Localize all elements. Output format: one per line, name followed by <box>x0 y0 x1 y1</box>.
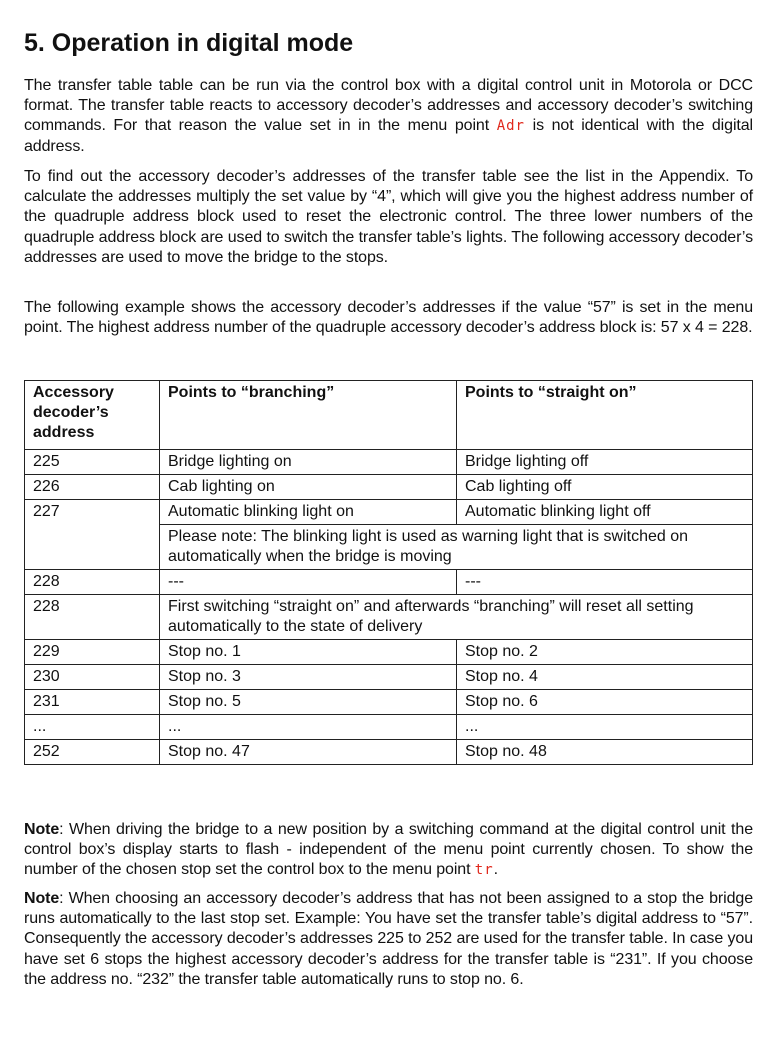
cell-straight: Stop no. 6 <box>457 690 753 715</box>
cell-branching: Stop no. 5 <box>160 690 457 715</box>
table-row <box>25 715 753 740</box>
address-paragraph: To find out the accessory decoder’s addresses of the transfer table see the list in the Appendix. To calculate the addresses multiply the set value by “4”, which will give you the highest address number of the quadruple address block used to reset the electronic control. The three lower numbers of the quadruple address block are used to switch the transfer table’s lights. The following accessory decoder’s addresses are used to move the bridge to the stops. <box>24 168 753 266</box>
lcd-tr-glyph: tr <box>474 862 494 879</box>
header-straight: Points to “straight on” <box>457 381 753 450</box>
intro-text-b: is not identical with the digital address. <box>24 117 753 155</box>
cell-straight: Stop no. 2 <box>457 640 753 665</box>
table-header-row <box>25 381 753 450</box>
table-row <box>25 690 753 715</box>
cell-straight: Cab lighting off <box>457 475 753 500</box>
table-row <box>25 595 753 640</box>
cell-branching: --- <box>160 570 457 595</box>
note-label: Note <box>24 821 60 838</box>
cell-branching: Bridge lighting on <box>160 450 457 475</box>
lcd-adr-glyph: Adr <box>496 118 525 135</box>
table-row <box>25 570 753 595</box>
note-unassigned-address <box>24 889 753 990</box>
note-text-a: : When driving the bridge to a new position by a switching command at the digital control unit the control box’s display starts to flash - independent of the menu point currently chosen. To show the number of the chosen stop set the control box to the menu point <box>24 821 753 879</box>
manual-page <box>24 24 753 988</box>
cell-address: 231 <box>25 690 160 715</box>
cell-branching: Stop no. 47 <box>160 740 457 765</box>
cell-reset-note: First switching “straight on” and afterwards “branching” will reset all setting automatically to the state of delivery <box>160 595 753 640</box>
table-row <box>25 500 753 525</box>
table-row <box>25 450 753 475</box>
note-text: : When choosing an accessory decoder’s address that has not been assigned to a stop the bridge runs automatically to the last stop set. Example: You have set the transfer table’s digital address to “57”. Consequently the accessory decoder’s addresses 225 to 252 are used for the transfer table. In case you have set 6 stops the highest accessory decoder’s address for the transfer table is “231”. If you choose the address no. “232” the transfer table automatically runs to stop no. 6. <box>24 890 753 988</box>
header-address: Accessory decoder’s address <box>25 381 160 450</box>
example-paragraph: The following example shows the accessory decoder’s addresses if the value “57” is set in the menu point. The highest address number of the quadruple accessory decoder’s address block is: 57 x 4 = 228. <box>24 299 753 337</box>
table-row <box>25 475 753 500</box>
intro-paragraph <box>24 76 753 157</box>
cell-address: 230 <box>25 665 160 690</box>
cell-address: ... <box>25 715 160 740</box>
cell-note: Please note: The blinking light is used as warning light that is switched on automatically when the bridge is moving <box>160 525 753 570</box>
cell-address: 226 <box>25 475 160 500</box>
cell-straight: Stop no. 4 <box>457 665 753 690</box>
cell-branching: Cab lighting on <box>160 475 457 500</box>
cell-branching: Stop no. 3 <box>160 665 457 690</box>
cell-straight: Stop no. 48 <box>457 740 753 765</box>
cell-address: 228 <box>25 570 160 595</box>
note-text-b: . <box>493 861 498 879</box>
cell-straight: Automatic blinking light off <box>457 500 753 525</box>
cell-branching: ... <box>160 715 457 740</box>
cell-branching: Automatic blinking light on <box>160 500 457 525</box>
header-branching: Points to “branching” <box>160 381 457 450</box>
note-label: Note <box>24 890 60 907</box>
cell-straight: --- <box>457 570 753 595</box>
cell-address: 252 <box>25 740 160 765</box>
cell-straight: Bridge lighting off <box>457 450 753 475</box>
cell-address: 227 <box>25 500 160 570</box>
cell-straight: ... <box>457 715 753 740</box>
note-display-flash <box>24 820 753 881</box>
cell-address: 229 <box>25 640 160 665</box>
address-table <box>24 380 753 765</box>
intro-text-a: The transfer table table can be run via the control box with a digital control unit in Motorola or DCC format. The transfer table reacts to accessory decoder’s addresses and accessory decoder’s switching commands. For that reason the value set in in the menu point <box>24 77 753 135</box>
cell-branching: Stop no. 1 <box>160 640 457 665</box>
table-row <box>25 665 753 690</box>
table-row <box>25 640 753 665</box>
table-row <box>25 740 753 765</box>
cell-address: 228 <box>25 595 160 640</box>
section-heading: 5. Operation in digital mode <box>24 29 354 57</box>
cell-address: 225 <box>25 450 160 475</box>
